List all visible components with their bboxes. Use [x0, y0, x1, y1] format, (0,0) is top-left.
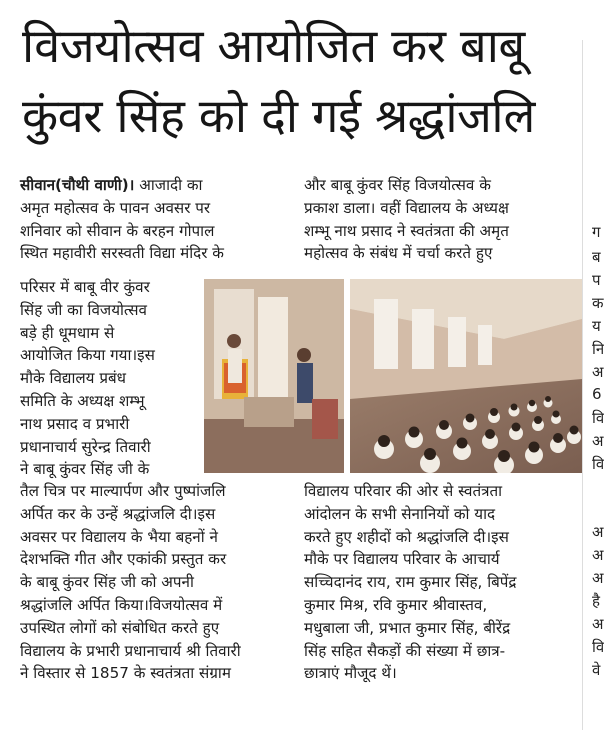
edge-char: वि	[592, 638, 604, 656]
dateline: सीवान(चौथी वाणी)।	[20, 176, 135, 194]
text-line: ने बाबू कुंवर सिंह जी के	[20, 460, 150, 479]
text-line: मधुबाला जी, प्रभात कुमार सिंह, बीरेंद्र	[304, 618, 511, 637]
text-line: और बाबू कुंवर सिंह विजयोत्सव के	[304, 176, 491, 194]
edge-char: वि	[592, 409, 604, 427]
text-line: श्रद्धांजलि अर्पित किया।विजयोत्सव में	[20, 595, 223, 614]
text-line: ने विस्तार से 1857 के स्वतंत्रता संग्राम	[20, 664, 231, 683]
text-line: सिंह सहित सैकड़ों की संख्या में छात्र-	[304, 641, 506, 660]
headline-line-2: कुंवर सिंह को दी गई श्रद्धांजलि	[22, 89, 535, 144]
text-line: मौके पर विद्यालय परिवार के आचार्य	[304, 550, 500, 569]
text-line: आजादी का	[139, 176, 203, 194]
text-line: करते हुए शहीदों को श्रद्धांजलि दी।इस	[304, 527, 509, 546]
edge-char: अ	[592, 432, 604, 450]
text-line: परिसर में बाबू वीर कुंवर	[20, 278, 150, 296]
article-headline	[22, 12, 582, 152]
text-line: शनिवार को सीवान के बरहन गोपाल	[20, 221, 215, 240]
text-line: समिति के अध्यक्ष शम्भू	[20, 391, 145, 410]
text-line: अर्पित कर के उन्हें श्रद्धांजलि दी।इस	[20, 504, 216, 523]
text-line: तैल चित्र पर माल्यार्पण और पुष्पांजलि	[20, 482, 226, 500]
column-1-bottom	[20, 480, 290, 685]
edge-char: प	[592, 271, 601, 289]
text-line: देशभक्ति गीत और एकांकी प्रस्तुत कर	[20, 550, 227, 569]
edge-char: अ	[592, 569, 604, 587]
column-2-bottom	[304, 480, 578, 685]
column-1-wrap	[20, 276, 198, 481]
edge-char: य	[592, 317, 601, 335]
text-line: नाथ प्रसाद व प्रभारी	[20, 414, 130, 433]
text-line: अवसर पर विद्यालय के भैया बहनों ने	[20, 527, 218, 546]
edge-char: है	[592, 592, 600, 610]
edge-char: अ	[592, 546, 604, 564]
text-line: सिंह जी का विजयोत्सव	[20, 300, 147, 319]
text-line: मौके विद्यालय प्रबंध	[20, 369, 126, 388]
edge-char: ग	[592, 223, 601, 241]
edge-char: वि	[592, 455, 604, 473]
text-line: प्रधानाचार्य सुरेन्द्र तिवारी	[20, 437, 151, 456]
edge-char: अ	[592, 615, 604, 633]
text-line: शम्भू नाथ प्रसाद ने स्वतंत्रता की अमृत	[304, 221, 509, 240]
edge-char: ब	[592, 248, 601, 266]
text-line: प्रकाश डाला। वहीं विद्यालय के अध्यक्ष	[304, 198, 509, 217]
headline-line-1: विजयोत्सव आयोजित कर बाबू	[22, 19, 525, 74]
text-line: कुमार मिश्र, रवि कुमार श्रीवास्तव,	[304, 595, 488, 614]
text-line: उपस्थित लोगों को संबोधित करते हुए	[20, 618, 220, 637]
news-photo	[204, 279, 582, 473]
edge-char: क	[592, 294, 604, 312]
text-line: स्थित महावीरी सरस्वती विद्या मंदिर के	[20, 244, 224, 263]
text-line: आंदोलन के सभी सेनानियों को याद	[304, 504, 496, 523]
text-line: विद्यालय के प्रभारी प्रधानाचार्य श्री तिवारी	[20, 641, 241, 660]
edge-char: नि	[592, 340, 604, 358]
column-2-top	[304, 174, 578, 265]
text-line: महोत्सव के संबंध में चर्चा करते हुए	[304, 244, 493, 263]
text-line: सच्चिदानंद राय, राम कुमार सिंह, बिपेंद्र	[304, 573, 517, 592]
edge-char: अ	[592, 363, 604, 381]
text-line: आयोजित किया गया।इस	[20, 346, 155, 365]
text-line: बड़े ही धूमधाम से	[20, 323, 115, 342]
column-divider	[582, 40, 583, 730]
text-line: छात्राएं मौजूद थें।	[304, 664, 397, 683]
text-line: के बाबू कुंवर सिंह जी को अपनी	[20, 573, 194, 592]
edge-char: वे	[592, 661, 601, 679]
edge-char: अ	[592, 523, 604, 541]
text-line: विद्यालय परिवार की ओर से स्वतंत्रता	[304, 482, 503, 500]
edge-char: 6	[592, 385, 602, 403]
column-1-top	[20, 174, 290, 265]
adjacent-column-fragment	[588, 0, 604, 737]
text-line: अमृत महोत्सव के पावन अवसर पर	[20, 198, 211, 217]
